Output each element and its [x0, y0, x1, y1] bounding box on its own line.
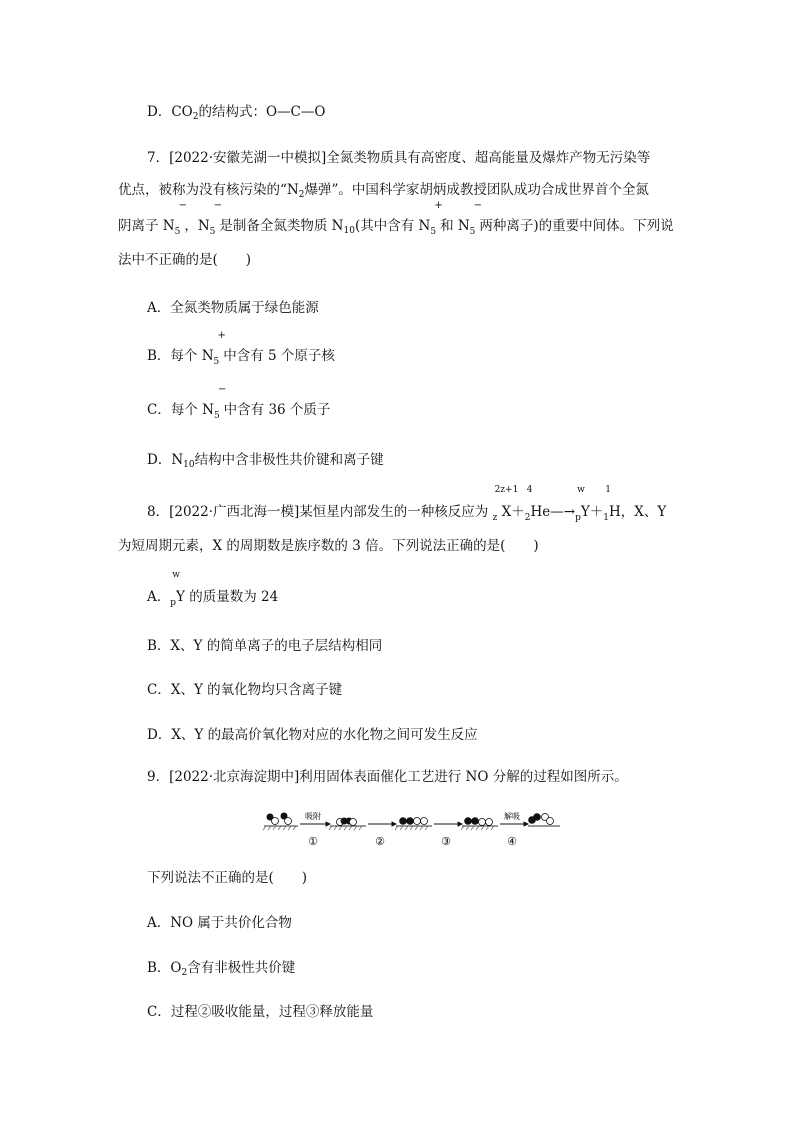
q9-stem-line2: 下列说法不正确的是( )	[147, 870, 308, 886]
q7-option-b: B．每个 N + $_5$ 中含有 5 个原子核	[147, 330, 335, 367]
q7-stem-line3: 阴离子 N − $_5$ ，N − $_5$ 是制备全氮类物质 $N_{10}$(其中含有 N + $_5$ 和 N − $_5$ 两种离子)的重要中间体。下列说	[118, 200, 674, 237]
q8-option-a: A． w $_p$Y 的质量数为 24	[147, 570, 279, 608]
q6-option-d: D．$CO_2$的结构式：O—C—O	[147, 104, 326, 122]
step-3-label: ③	[441, 835, 451, 848]
q7-stem-line1: 7．[2022·安徽芜湖一中模拟]全氮类物质具有高密度、超高能量及爆炸产物无污染等	[147, 150, 651, 166]
q7-stem-line2: 优点，被称为没有核污染的“$N_2$爆弹”。中国科学家胡炳成教授团队成功合成世界首个全氮	[118, 182, 649, 200]
q8-stem-line1: 8．[2022·广西北海一模]某恒星内部发生的一种核反应为 2z+1 $_z$ X＋ 4 $_2$He—→ w $_p$Y＋ 1 $_1$H，X、Y	[147, 485, 667, 523]
q9-stem-line1: 9．[2022·北京海淀期中]利用固体表面催化工艺进行 NO 分解的过程如图所示。	[147, 769, 628, 785]
q9-option-b: B．$O_2$含有非极性共价键	[147, 960, 296, 978]
q9-option-a: A．NO 属于共价化合物	[147, 915, 292, 931]
step-1-label: ①	[308, 835, 318, 848]
q8-stem-line2: 为短周期元素，X 的周期数是族序数的 3 倍。下列说法正确的是( )	[118, 538, 539, 554]
q8-option-c: C．X、Y 的氧化物均只含离子键	[147, 682, 343, 698]
q7-option-d: D．$N_{10}$结构中含非极性共价键和离子键	[147, 452, 384, 470]
q8-option-b: B．X、Y 的简单离子的电子层结构相同	[147, 638, 383, 654]
q7-option-a: A．全氮类物质属于绿色能源	[147, 300, 319, 316]
desorb-label: 解吸	[504, 812, 520, 821]
q8-option-d: D．X、Y 的最高价氧化物对应的水化物之间可发生反应	[147, 727, 478, 743]
catalysis-process-diagram	[262, 808, 562, 850]
q7-option-c: C．每个 N − $_5$ 中含有 36 个质子	[147, 384, 331, 421]
adsorb-label: 吸附	[305, 812, 321, 821]
q7-stem-line4: 法中不正确的是( )	[118, 252, 252, 268]
step-4-label: ④	[507, 835, 517, 848]
step-2-label: ②	[375, 835, 385, 848]
q9-option-c: C．过程②吸收能量，过程③释放能量	[147, 1004, 374, 1020]
